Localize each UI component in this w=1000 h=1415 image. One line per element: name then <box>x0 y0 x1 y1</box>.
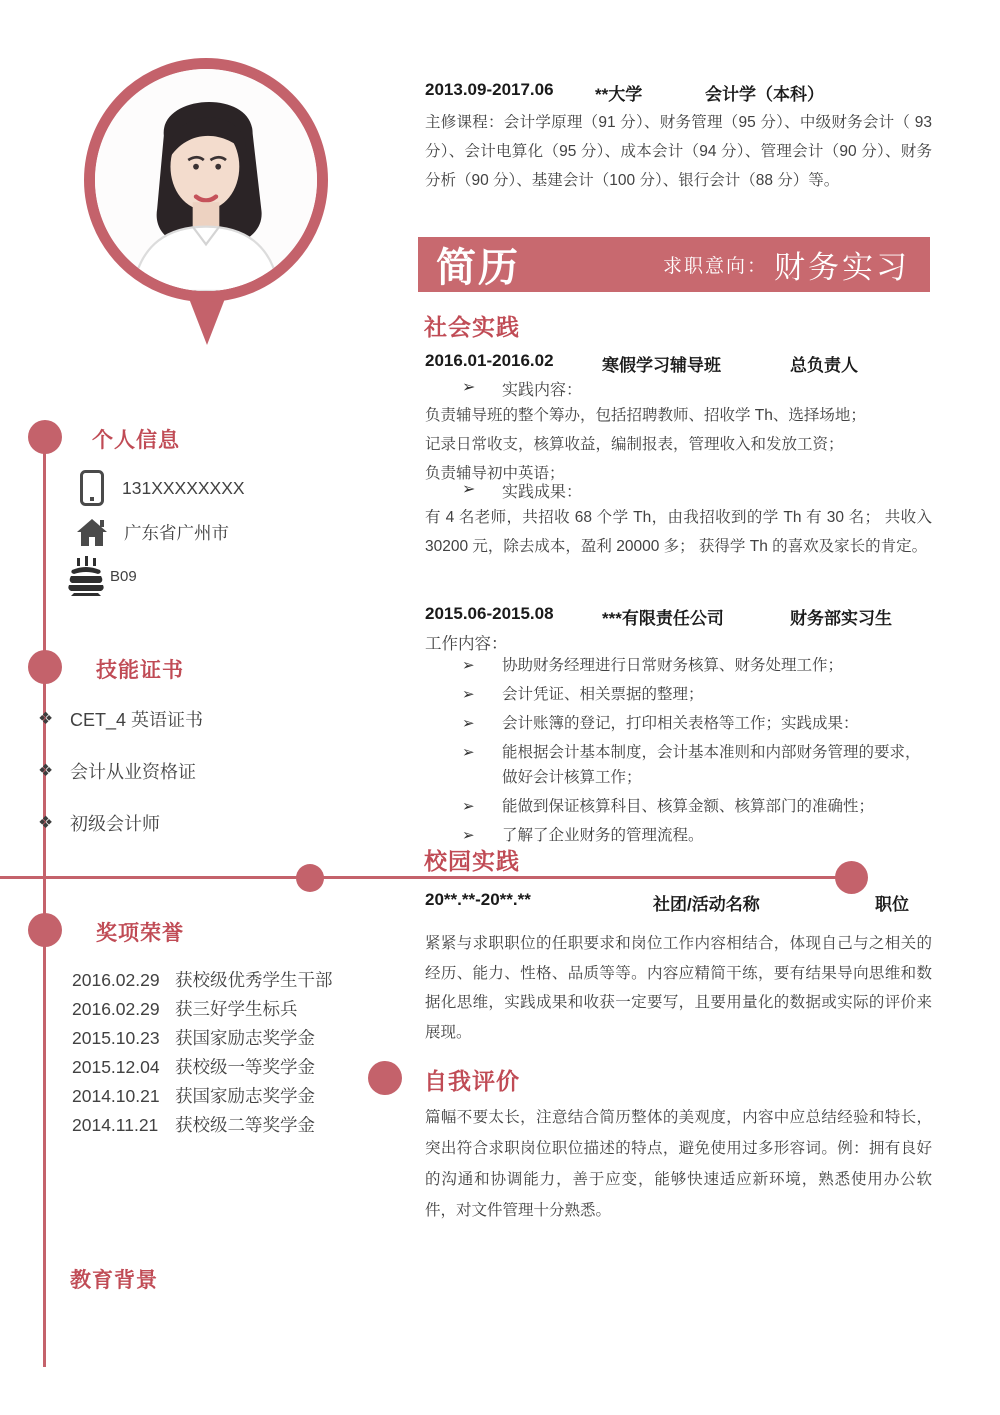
banner-intent-value: 财务实习 <box>774 250 910 285</box>
work-item <box>462 740 930 790</box>
skill-item <box>38 810 160 836</box>
work-item-text: 会计凭证、相关票据的整理； <box>502 686 704 703</box>
birthday-value: B09 <box>110 567 137 585</box>
campus-header-row <box>425 890 909 915</box>
portrait-illustration <box>95 69 317 291</box>
award-row <box>72 1053 333 1082</box>
work-item-list <box>462 653 930 852</box>
award-date: 2014.11.21 <box>72 1115 159 1135</box>
education-bg-heading: 教育背景 <box>70 1269 158 1292</box>
award-desc: 获三好学生标兵 <box>175 999 298 1019</box>
practice-content-label: 实践内容： <box>502 382 583 399</box>
section-divider-line <box>0 876 852 879</box>
divider-dot-left <box>296 864 324 892</box>
award-desc: 获校级一等奖学金 <box>175 1057 315 1077</box>
arrow-bullet-icon: ➢ <box>462 686 475 703</box>
campus-role: 职位 <box>875 895 909 914</box>
award-row <box>72 1111 333 1140</box>
campus-org: 社团/活动名称 <box>653 895 760 914</box>
campus-practice-heading: 校园实践 <box>424 848 520 874</box>
work-item-text: 协助财务经理进行日常财务核算、财务处理工作； <box>502 657 844 674</box>
phone-icon <box>80 470 104 506</box>
education-header-row <box>425 80 824 105</box>
job2-header-row <box>425 604 892 629</box>
skills-heading: 技能证书 <box>96 659 184 682</box>
work-item <box>462 653 930 678</box>
award-row <box>72 1024 333 1053</box>
campus-period: 20**.**-20**.** <box>425 890 531 909</box>
sidebar-timeline-line <box>43 437 46 1367</box>
work-item <box>462 794 930 819</box>
diamond-bullet-icon: ❖ <box>38 813 54 832</box>
award-desc: 获国家励志奖学金 <box>175 1086 315 1106</box>
profile-photo <box>84 58 328 302</box>
banner-intent <box>663 242 910 287</box>
phone-value: 131XXXXXXXX <box>122 477 245 498</box>
practice-content-lines <box>425 401 932 488</box>
arrow-bullet-icon: ➢ <box>462 798 475 815</box>
timeline-dot-skills <box>28 650 62 684</box>
awards-list <box>72 966 333 1140</box>
skill-item-text: 初级会计师 <box>70 814 160 834</box>
award-date: 2016.02.29 <box>72 999 160 1019</box>
work-item <box>462 711 930 736</box>
awards-heading: 奖项荣誉 <box>96 922 184 945</box>
job2-period: 2015.06-2015.08 <box>425 604 554 623</box>
arrow-bullet-icon: ➢ <box>462 481 476 498</box>
arrow-bullet-icon: ➢ <box>462 379 476 396</box>
banner-title: 简历 <box>436 246 520 290</box>
arrow-bullet-icon: ➢ <box>462 827 475 844</box>
resume-banner <box>418 237 930 292</box>
self-eval-dot <box>368 1061 402 1095</box>
job1-period: 2016.01-2016.02 <box>425 351 554 370</box>
award-date: 2014.10.21 <box>72 1086 160 1106</box>
practice-result-text: 有 4 名老师，共招收 68 个学 Th，由我招收到的学 Th 有 30 名； 共收入 30200 元，除去成本，盈利 20000 多； 获得学 Th 的喜欢及家长的肯定。 <box>425 509 932 555</box>
arrow-bullet-icon: ➢ <box>462 744 475 761</box>
self-eval-heading: 自我评价 <box>424 1068 520 1094</box>
skill-item-text: 会计从业资格证 <box>70 762 196 782</box>
job2-role: 财务部实习生 <box>790 609 892 628</box>
personal-info-heading: 个人信息 <box>92 429 180 452</box>
practice-result-label: 实践成果： <box>502 484 583 501</box>
work-item-text: 了解了企业财务的管理流程。 <box>502 827 704 844</box>
work-item-text: 能做到保证核算科目、核算金额、核算部门的准确性； <box>502 798 875 815</box>
skill-item-text: CET_4 英语证书 <box>70 710 204 730</box>
address-row <box>76 517 229 547</box>
edu-courses: 主修课程：会计学原理（91 分）、财务管理（95 分）、中级财务会计（ 93 分）、会计电算化（95 分）、成本会计（94 分）、管理会计（90 分）、财务分析（90 分）、基建会计（100 分）、银行会计（88 分）等。 <box>425 114 932 189</box>
award-row <box>72 1082 333 1111</box>
award-row <box>72 966 333 995</box>
practice-line: 负责辅导班的整个筹办，包括招聘教师、招收学 Th、选择场地； <box>425 407 866 424</box>
social-practice-heading: 社会实践 <box>424 314 520 340</box>
job1-org: 寒假学习辅导班 <box>602 356 721 375</box>
job2-org: ***有限责任公司 <box>602 609 724 628</box>
award-date: 2015.12.04 <box>72 1057 160 1077</box>
phone-row <box>80 470 245 506</box>
practice-result-row <box>462 479 582 502</box>
work-item-text: 会计账簿的登记，打印相关表格等工作；实践成果： <box>502 715 859 732</box>
edu-period: 2013.09-2017.06 <box>425 80 554 99</box>
skill-item <box>38 758 196 784</box>
work-item <box>462 682 930 707</box>
award-date: 2016.02.29 <box>72 970 160 990</box>
work-item <box>462 823 930 848</box>
diamond-bullet-icon: ❖ <box>38 709 54 728</box>
birthday-row <box>64 556 137 596</box>
job1-header-row <box>425 351 858 376</box>
job1-role: 总负责人 <box>790 356 858 375</box>
arrow-bullet-icon: ➢ <box>462 657 475 674</box>
self-eval-paragraph: 篇幅不要太长，注意结合简历整体的美观度，内容中应总结经验和特长，突出符合求职岗位职位描述的特点，避免使用过多形容词。例：拥有良好的沟通和协调能力，善于应变，能够快速适应新环境，熟悉使用办公软件，对文件管理十分熟悉。 <box>425 1109 932 1219</box>
award-desc: 获校级优秀学生干部 <box>175 970 333 990</box>
timeline-dot-personal <box>28 420 62 454</box>
diamond-bullet-icon: ❖ <box>38 761 54 780</box>
arrow-bullet-icon: ➢ <box>462 715 475 732</box>
campus-paragraph: 紧紧与求职职位的任职要求和岗位工作内容相结合，体现自己与之相关的经历、能力、性格、品质等等。内容应精简干练，要有结果导向思维和数据化思维，实践成果和收获一定要写，且要用量化的数据或实际的评价来展现。 <box>425 935 932 1041</box>
practice-line: 记录日常收支，核算收益，编制报表，管理收入和发放工资； <box>425 436 844 453</box>
edu-school: **大学 <box>595 85 643 104</box>
banner-intent-label: 求职意向： <box>662 256 768 277</box>
address-value: 广东省广州市 <box>124 522 229 543</box>
work-item-text: 能根据会计基本制度，会计基本准则和内部财务管理的要求，做好会计核算工作； <box>502 744 921 786</box>
award-date: 2015.10.23 <box>72 1028 160 1048</box>
award-row <box>72 995 333 1024</box>
award-desc: 获国家励志奖学金 <box>175 1028 315 1048</box>
skill-item <box>38 706 203 732</box>
award-desc: 获校级二等奖学金 <box>175 1115 315 1135</box>
birthday-cake-icon <box>64 556 108 596</box>
timeline-dot-awards <box>28 913 62 947</box>
practice-content-row <box>462 377 582 400</box>
edu-major: 会计学（本科） <box>705 85 824 104</box>
work-content-label: 工作内容： <box>425 635 508 653</box>
practice-line: 负责辅导初中英语； <box>425 465 565 482</box>
home-icon <box>76 517 108 547</box>
